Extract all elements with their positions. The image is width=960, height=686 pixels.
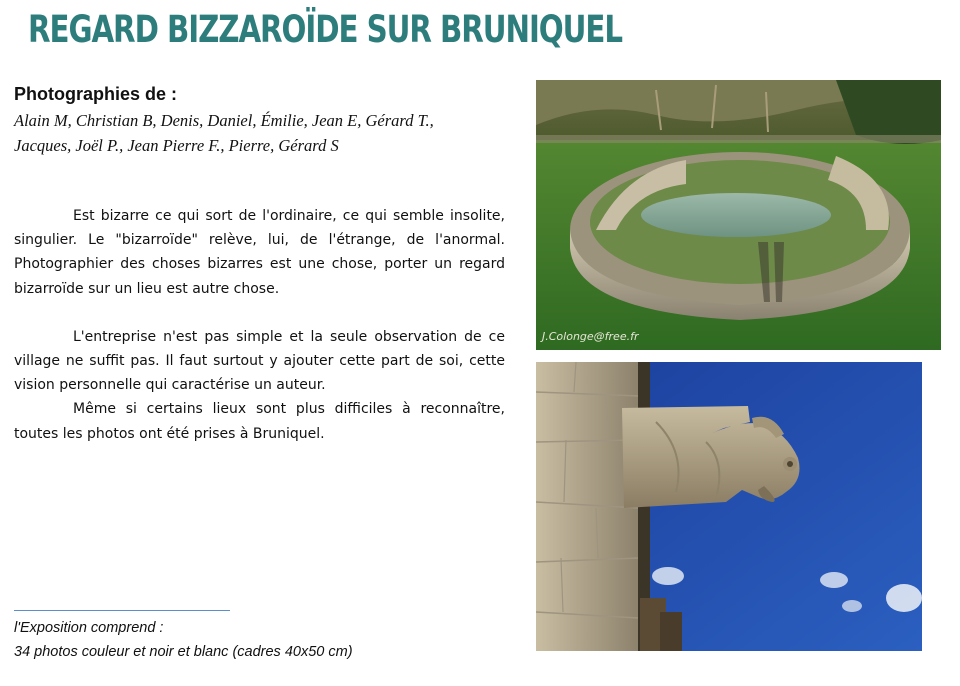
separator-line [14,610,230,611]
photographers-line-2: Jacques, Joël P., Jean Pierre F., Pierre, Gérard S [14,136,339,155]
page-title: REGARD BIZZAROÏDE SUR BRUNIQUEL [28,8,622,51]
basin-photo [536,80,941,350]
photographers-line-1: Alain M, Christian B, Denis, Daniel, Émilie, Jean E, Gérard T., [14,111,434,130]
exposition-detail: 34 photos couleur et noir et blanc (cadres 40x50 cm) [14,644,353,660]
basin-photo-image [536,80,941,350]
photo-watermark: J.Colonge@free.fr [542,330,639,343]
photographers-heading: Photographies de : [14,84,178,104]
exposition-label: l'Exposition comprend : [14,620,164,636]
description-text [14,204,505,446]
paragraph-1: Est bizarre ce qui sort de l'ordinaire, ce qui semble insolite, singulier. Le "bizarroïde" relève, lui, de l'étrange, de l'anormal. Photographier des choses bizarres est une chose, porter un regard bizarroïde sur un lieu est autre chose. [14,208,505,297]
paragraph-2: L'entreprise n'est pas simple et la seule observation de ce village ne suffit pas. Il faut surtout y ajouter cette part de soi, cette vision personnelle qui caractérise un auteur. [14,328,505,394]
gargoyle-photo-image [536,362,922,651]
paragraph-spacer [14,301,505,325]
photographers-list [14,108,494,158]
paragraph-3: Même si certains lieux sont plus difficiles à reconnaître, toutes les photos ont été prises à Bruniquel. [14,401,505,442]
gargoyle-photo [536,362,922,651]
